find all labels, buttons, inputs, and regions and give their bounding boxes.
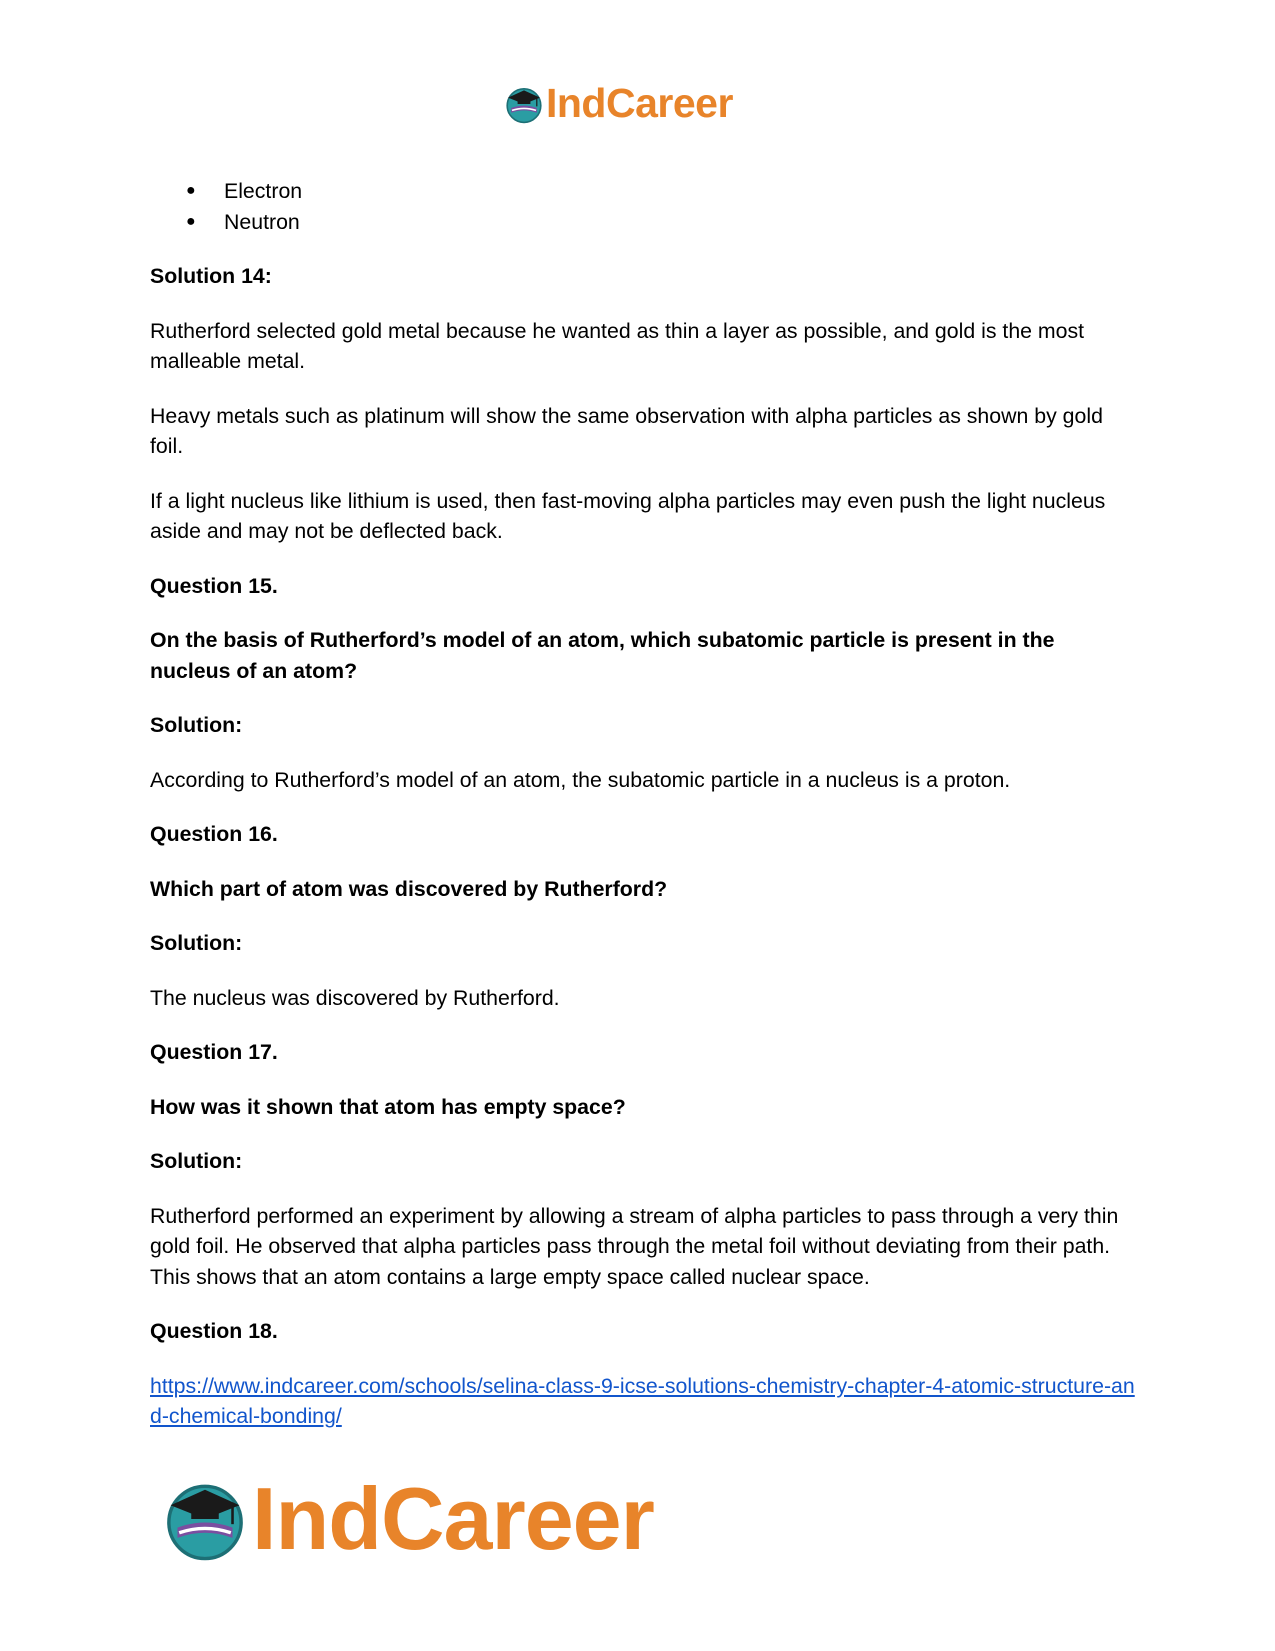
- body-paragraph: The nucleus was discovered by Rutherford.: [150, 985, 560, 1010]
- source-link[interactable]: https://www.indcareer.com/schools/selina-class-9-icse-solutions-chemistry-chapter-4-atomic-structure-and-chemical-bonding/: [150, 1373, 1135, 1428]
- question-heading: Question 15.: [150, 573, 278, 598]
- body-paragraph: Rutherford performed an experiment by allowing a stream of alpha particles to pass through a very thin gold foil. He observed that alpha particles pass through the metal foil without deviating from their path. This shows that an atom contains a large empty space called nuclear space.: [150, 1203, 1119, 1289]
- body-paragraph: Rutherford selected gold metal because he wanted as thin a layer as possible, and gold is the most malleable metal.: [150, 318, 1085, 373]
- header-logo[interactable]: [504, 80, 733, 127]
- solution-heading: Solution 14:: [150, 264, 272, 288]
- document-body: [150, 176, 1135, 1456]
- body-paragraph: According to Rutherford’s model of an atom, the subatomic particle in a nucleus is a proton.: [150, 767, 1011, 792]
- body-paragraph: If a light nucleus like lithium is used, then fast-moving alpha particles may even push the light nucleus aside and may not be deflected back.: [150, 488, 1106, 543]
- question-heading: Question 16.: [150, 822, 278, 846]
- graduation-cap-globe-icon: [162, 1476, 248, 1562]
- solution-heading: Solution:: [150, 1149, 243, 1173]
- graduation-cap-globe-icon: [504, 84, 544, 124]
- content-blocks: [150, 261, 1135, 1347]
- footer-logo[interactable]: [162, 1468, 654, 1570]
- bullet-item: ● Electron: [150, 176, 1135, 207]
- source-link-paragraph: [150, 1371, 1135, 1432]
- brand-name: IndCareer: [546, 80, 733, 126]
- question-text: On the basis of Rutherford’s model of an atom, which subatomic particle is present in the nucleus of an atom?: [150, 628, 1055, 683]
- solution-heading: Solution:: [150, 931, 243, 955]
- question-heading: Question 17.: [150, 1040, 278, 1064]
- brand-name: IndCareer: [252, 1469, 654, 1568]
- question-text: Which part of atom was discovered by Rutherford?: [150, 876, 668, 901]
- bullet-list: [150, 176, 1135, 237]
- question-text: How was it shown that atom has empty space?: [150, 1094, 626, 1119]
- bullet-item: ● Neutron: [150, 207, 1135, 238]
- question-heading: Question 18.: [150, 1319, 278, 1343]
- body-paragraph: Heavy metals such as platinum will show the same observation with alpha particles as shown by gold foil.: [150, 403, 1103, 458]
- solution-heading: Solution:: [150, 713, 243, 737]
